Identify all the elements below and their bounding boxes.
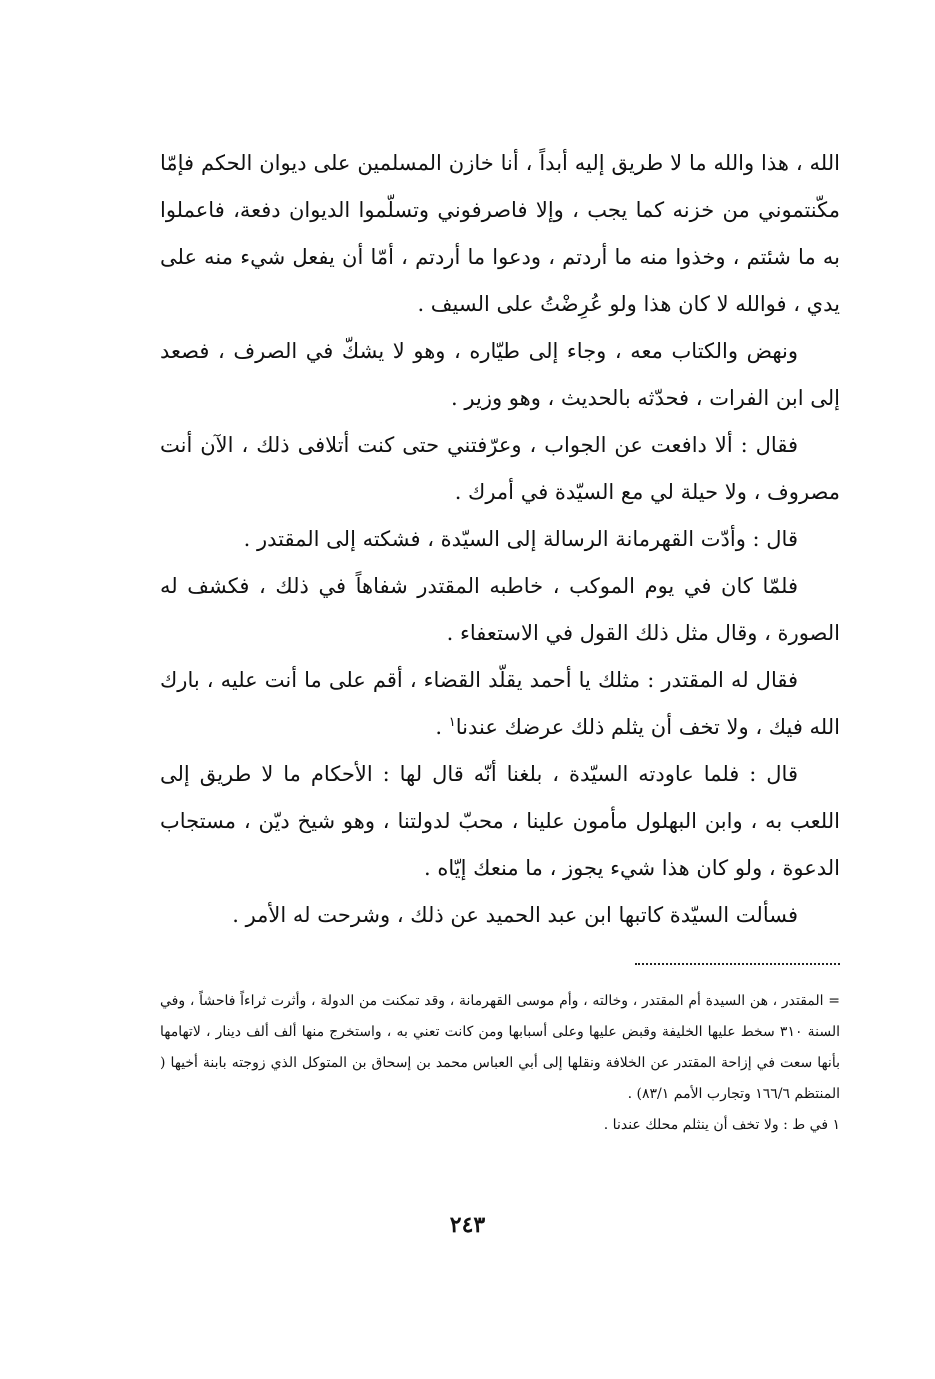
footnote-reference[interactable]: ١ bbox=[448, 715, 456, 730]
paragraph: فسألت السيّدة كاتبها ابن عبد الحميد عن ذلك ، وشرحت له الأمر . bbox=[232, 903, 798, 927]
paragraph: الله ، هذا والله ما لا طريق إليه أبداً ، أنا خازن المسلمين على ديوان الحكم فإمّا مكّنتموني من خزنه كما يجب ، وإلا فاصرفوني وتسلّموا الديوان دفعة، فاعملوا به ما شئتم ، وخذوا منه ما أردتم ، ودعوا ما أردتم ، أمّا أن يفعل شيء منه على يدي ، فوالله لا كان هذا ولو عُرِضْتُ على السيف . bbox=[160, 151, 840, 316]
footnote-divider bbox=[635, 963, 840, 965]
main-text bbox=[160, 140, 840, 939]
paragraph: فقال : ألا دافعت عن الجواب ، وعرّفتني حتى كنت أتلافى ذلك ، الآن أنت مصروف ، ولا حيلة لي مع السيّدة في أمرك . bbox=[160, 433, 840, 504]
paragraph: ونهض والكتاب معه ، وجاء إلى طيّاره ، وهو لا يشكّ في الصرف ، فصعد إلى ابن الفرات ، فحدّثه بالحديث ، وهو وزير . bbox=[160, 339, 840, 410]
footnotes bbox=[160, 986, 840, 1141]
footnote: = المقتدر ، هن السيدة أم المقتدر ، وخالته ، وأم موسى القهرمانة ، وقد تمكنت من الدولة ، وأثرت ثراءاً فاحشاً ، وفي السنة ٣١٠ سخط عليها الخليفة وقبض عليها وعلى أسبابها ومن كانت تعني به ، واستخرج منها ألف ألف دينار ، لاتهامها بأنها سعت في إزاحة المقتدر عن الخلافة ونقلها إلى أبي العباس محمد بن إسحاق بن المتوكل الذي زوجته بابنة أخيها ( المنتظم ١٦٦/٦ وتجارب الأمم ٨٣/١) . bbox=[160, 993, 840, 1102]
paragraph: فقال له المقتدر : مثلك يا أحمد يقلّد القضاء ، أقم على ما أنت عليه ، بارك الله فيك ، ولا تخف أن يثلم ذلك عرضك عندنا$^١$ . bbox=[160, 668, 840, 739]
paragraph: قال : فلما عاودته السيّدة ، بلغنا أنّه قال لها : الأحكام ما لا طريق إلى اللعب به ، وابن البهلول مأمون علينا ، محبّ لدولتنا ، وهو شيخ ديّن ، مستجاب الدعوة ، ولو كان هذا شيء يجوز ، ما منعك إيّاه . bbox=[160, 762, 840, 880]
page-number: ٢٤٣ bbox=[449, 1212, 486, 1238]
footnote: ١ في ط : ولا تخف أن ينثلم محلك عندنا . bbox=[603, 1117, 840, 1133]
paragraph: فلمّا كان في يوم الموكب ، خاطبه المقتدر شفاهاً في ذلك ، فكشف له الصورة ، وقال مثل ذلك القول في الاستعفاء . bbox=[160, 574, 840, 645]
paragraph: قال : وأدّت القهرمانة الرسالة إلى السيّدة ، فشكته إلى المقتدر . bbox=[243, 527, 798, 551]
